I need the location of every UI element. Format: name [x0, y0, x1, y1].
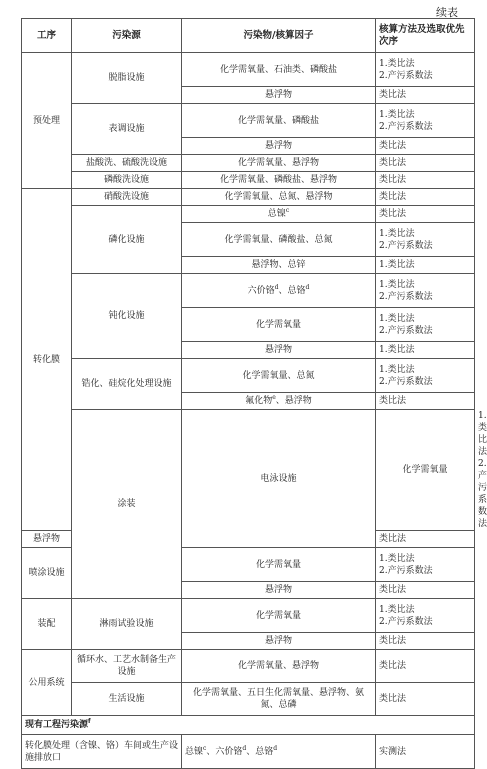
factor-cell: 悬浮物 [182, 87, 376, 104]
process-coating: 涂装 [72, 410, 182, 599]
factor-cell: 总镍$^c$、六价铬$^d$、总铬$^d$ [182, 735, 376, 769]
method-cell: 1.类比法 2.产污系数法 [376, 308, 475, 342]
factor-cell: 悬浮物 [182, 342, 376, 359]
table-row [22, 189, 475, 206]
method-cell: 1.类比法 2.产污系数法 [376, 53, 475, 87]
factor-cell: 悬浮物 [22, 531, 72, 548]
method-cell: 类比法 [376, 172, 475, 189]
method-cell: 类比法 [376, 650, 475, 683]
factor-cell: 化学需氧量、总氮 [182, 359, 376, 393]
continued-label: 续表 [436, 6, 458, 19]
factor-cell: 化学需氧量、磷酸盐 [182, 104, 376, 138]
method-cell: 类比法 [376, 155, 475, 172]
header-process: 工序 [22, 19, 72, 53]
section-existing-title: 现有工程污染源$^f$ [22, 716, 475, 735]
method-cell: 1.类比法 2.产污系数法 [376, 359, 475, 393]
source-passivation: 钝化设施 [72, 274, 182, 359]
factor-cell: 化学需氧量 [182, 599, 376, 633]
source-surface: 表调设施 [72, 104, 182, 155]
factor-cell: 化学需氧量、石油类、磷酸盐 [182, 53, 376, 87]
process-conversion: 转化膜 [22, 189, 72, 531]
factor-cell: 六价铬$^d$、总铬$^d$ [182, 274, 376, 308]
source-rain: 淋雨试验设施 [72, 599, 182, 650]
method-cell: 类比法 [376, 683, 475, 716]
method-cell: 1.类比法 2.产污系数法 [376, 599, 475, 633]
method-cell: 类比法 [376, 582, 475, 599]
pollution-source-table [21, 18, 487, 769]
table-row [22, 104, 475, 138]
method-cell: 类比法 [376, 189, 475, 206]
table-row [22, 172, 475, 189]
process-pretreat: 预处理 [22, 53, 72, 189]
method-cell: 1.类比法 2.产污系数法 [376, 104, 475, 138]
source-domestic: 生活设施 [72, 683, 182, 716]
method-cell: 类比法 [376, 206, 475, 223]
method-cell: 类比法 [376, 633, 475, 650]
source-phosphating: 磷化设施 [72, 206, 182, 274]
table-row [22, 599, 475, 633]
method-cell: 类比法 [376, 393, 475, 410]
factor-cell: 化学需氧量、磷酸盐、总氮 [182, 223, 376, 257]
table-row [22, 683, 475, 716]
factor-cell: 化学需氧量 [182, 548, 376, 582]
table-row [22, 274, 475, 308]
source-phosacid: 磷酸洗设施 [72, 172, 182, 189]
table-row [22, 53, 475, 87]
factor-cell: 化学需氧量、五日生化需氧量、悬浮物、氨氮、总磷 [182, 683, 376, 716]
factor-cell: 化学需氧量 [376, 410, 475, 531]
source-existing: 转化膜处理（含镍、铬）车间或生产设施排放口 [22, 735, 182, 769]
header-source: 污染源 [72, 19, 182, 53]
factor-cell: 悬浮物 [182, 138, 376, 155]
table-row [22, 650, 475, 683]
table-header-row [22, 19, 475, 53]
method-cell: 类比法 [376, 87, 475, 104]
method-cell: 实测法 [376, 735, 475, 769]
factor-cell: 悬浮物 [182, 633, 376, 650]
factor-cell: 化学需氧量、悬浮物 [182, 155, 376, 172]
factor-cell: 悬浮物 [182, 582, 376, 599]
factor-cell: 总镍$^c$ [182, 206, 376, 223]
factor-cell: 化学需氧量、悬浮物 [182, 650, 376, 683]
section-row-existing [22, 716, 475, 735]
factor-cell: 悬浮物、总锌 [182, 257, 376, 274]
source-spray: 喷涂设施 [22, 548, 72, 599]
method-cell: 1.类比法 2.产污系数法 [376, 223, 475, 257]
method-cell: 1.类比法 2.产污系数法 [376, 548, 475, 582]
source-degrease: 脱脂设施 [72, 53, 182, 104]
table-row [22, 155, 475, 172]
table-row [22, 359, 475, 393]
table-row: 涂装 电泳设施 化学需氧量 1.类比法 2.产污系数法 [22, 410, 475, 531]
source-nitric: 硝酸洗设施 [72, 189, 182, 206]
method-cell: 1.类比法 [376, 342, 475, 359]
header-method: 核算方法及选取优先次序 [376, 19, 475, 53]
method-cell: 1.类比法 2.产污系数法 [376, 274, 475, 308]
factor-cell: 化学需氧量、总氮、悬浮物 [182, 189, 376, 206]
factor-cell: 化学需氧量 [182, 308, 376, 342]
factor-cell: 氟化物$^e$、悬浮物 [182, 393, 376, 410]
process-assembly: 装配 [22, 599, 72, 650]
factor-cell: 化学需氧量、磷酸盐、悬浮物 [182, 172, 376, 189]
source-zirconium: 锆化、硅烷化处理设施 [72, 359, 182, 410]
header-factor: 污染物/核算因子 [182, 19, 376, 53]
source-cooling: 循环水、工艺水制备生产设施 [72, 650, 182, 683]
table-row [22, 206, 475, 223]
method-cell: 类比法 [376, 531, 475, 548]
source-acid: 盐酸洗、硫酸洗设施 [72, 155, 182, 172]
method-cell: 1.类比法 [376, 257, 475, 274]
process-utility: 公用系统 [22, 650, 72, 716]
source-electro: 电泳设施 [182, 410, 376, 548]
table-row [22, 735, 475, 769]
method-cell: 类比法 [376, 138, 475, 155]
